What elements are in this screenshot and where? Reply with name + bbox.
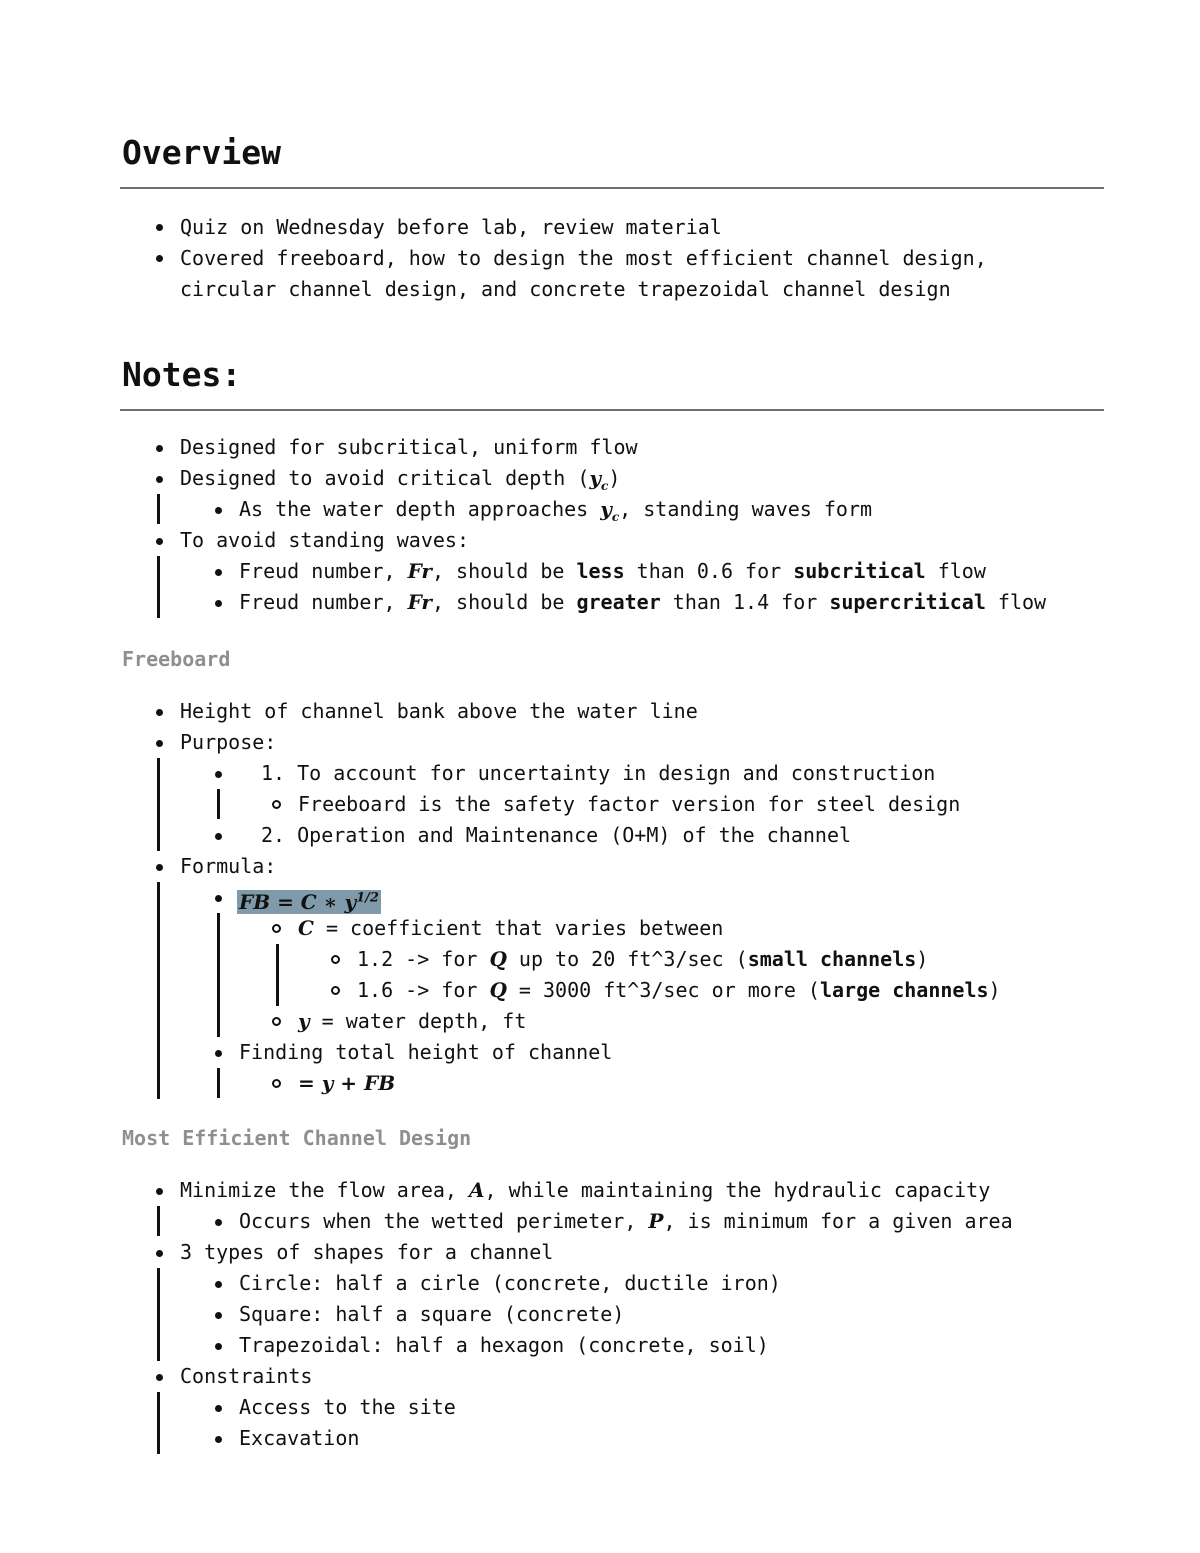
freeboard-total-height: Finding total height of channel <box>239 1040 613 1064</box>
freeboard-coefficient-large: 1.6 -> for Q = 3000 ft^3/sec or more (large channels) <box>357 978 1001 1002</box>
freeboard-item-definition: Height of channel bank above the water line <box>180 699 698 723</box>
efficient-shape-trapezoidal: Trapezoidal: half a hexagon (concrete, soil) <box>239 1333 769 1357</box>
bullet-icon <box>215 569 222 576</box>
freeboard-purpose-2: 2. Operation and Maintenance (O+M) of the channel <box>261 823 852 847</box>
bullet-icon <box>215 1343 222 1350</box>
notes-item-subcritical: Designed for subcritical, uniform flow <box>180 435 638 459</box>
notes-item-avoid-waves: To avoid standing waves: <box>180 528 469 552</box>
efficient-item-minimize-area: Minimize the flow area, A, while maintaining the hydraulic capacity <box>180 1178 991 1202</box>
efficient-constraint-excavation: Excavation <box>239 1426 360 1450</box>
overview-item-2-cont: circular channel design, and concrete trapezoidal channel design <box>180 277 951 301</box>
indent-bar <box>157 758 160 851</box>
bullet-icon <box>156 255 163 262</box>
notes-divider <box>120 409 1104 411</box>
freeboard-purpose-1-detail: Freeboard is the safety factor version for steel design <box>298 792 961 816</box>
hollow-bullet-icon <box>331 986 340 995</box>
indent-bar <box>217 789 220 819</box>
indent-bar <box>157 1392 160 1454</box>
bullet-icon <box>156 709 163 716</box>
bullet-icon <box>215 895 222 902</box>
bullet-icon <box>156 1188 163 1195</box>
notes-item-froude-less: Freud number, Fr, should be less than 0.6 for subcritical flow <box>239 559 986 583</box>
bullet-icon <box>215 1281 222 1288</box>
indent-bar <box>157 1206 160 1236</box>
indent-bar <box>157 882 160 1099</box>
freeboard-formula-highlighted: FB = C ∗ $y^{1/2}$ <box>239 889 379 914</box>
bullet-icon <box>215 600 222 607</box>
efficient-design-heading: Most Efficient Channel Design <box>122 1126 472 1150</box>
bullet-icon <box>215 507 222 514</box>
overview-item-2: Covered freeboard, how to design the most efficient channel design, <box>180 246 987 270</box>
indent-bar <box>157 1268 160 1361</box>
freeboard-total-height-formula: = y + FB <box>298 1071 396 1095</box>
indent-bar <box>217 1068 220 1098</box>
freeboard-item-formula: Formula: <box>180 854 277 878</box>
bullet-icon <box>156 1374 163 1381</box>
bullet-icon <box>215 833 222 840</box>
notes-heading: Notes: <box>122 355 242 394</box>
freeboard-coefficient-c: C = coefficient that varies between <box>298 916 724 940</box>
freeboard-coefficient-small: 1.2 -> for Q up to 20 ft^3/sec (small channels) <box>357 947 929 971</box>
efficient-item-constraints: Constraints <box>180 1364 313 1388</box>
freeboard-purpose-1: 1. To account for uncertainty in design and construction <box>261 761 936 785</box>
bullet-icon <box>156 445 163 452</box>
bullet-icon <box>215 771 222 778</box>
bullet-icon <box>156 740 163 747</box>
overview-divider <box>120 187 1104 189</box>
bullet-icon <box>215 1405 222 1412</box>
freeboard-item-purpose: Purpose: <box>180 730 277 754</box>
hollow-bullet-icon <box>331 955 340 964</box>
bullet-icon <box>215 1219 222 1226</box>
indent-bar <box>157 494 160 524</box>
bullet-icon <box>215 1050 222 1057</box>
efficient-constraint-access: Access to the site <box>239 1395 456 1419</box>
efficient-shape-square: Square: half a square (concrete) <box>239 1302 625 1326</box>
efficient-item-shapes: 3 types of shapes for a channel <box>180 1240 554 1264</box>
hollow-bullet-icon <box>272 924 281 933</box>
bullet-icon <box>156 1250 163 1257</box>
indent-bar <box>157 556 160 618</box>
bullet-icon <box>156 476 163 483</box>
bullet-icon <box>156 224 163 231</box>
hollow-bullet-icon <box>272 1017 281 1026</box>
freeboard-heading: Freeboard <box>122 647 231 671</box>
efficient-item-wetted-perimeter: Occurs when the wetted perimeter, P, is minimum for a given area <box>239 1209 1013 1233</box>
overview-heading: Overview <box>122 133 281 172</box>
bullet-icon <box>156 864 163 871</box>
bullet-icon <box>156 538 163 545</box>
indent-bar <box>217 913 220 1037</box>
notes-item-froude-greater: Freud number, Fr, should be greater than 1.4 for supercritical flow <box>239 590 1047 614</box>
indent-bar <box>276 944 279 1006</box>
overview-item-1: Quiz on Wednesday before lab, review material <box>180 215 722 239</box>
notes-item-critical-depth: Designed to avoid critical depth $(y_c)$ <box>180 466 621 493</box>
notes-item-standing-waves: As the water depth approaches $y_c$, standing waves form <box>239 497 873 524</box>
bullet-icon <box>215 1436 222 1443</box>
bullet-icon <box>215 1312 222 1319</box>
hollow-bullet-icon <box>272 1079 281 1088</box>
hollow-bullet-icon <box>272 800 281 809</box>
efficient-shape-circle: Circle: half a cirle (concrete, ductile iron) <box>239 1271 781 1295</box>
freeboard-water-depth: y = water depth, ft <box>298 1009 527 1033</box>
